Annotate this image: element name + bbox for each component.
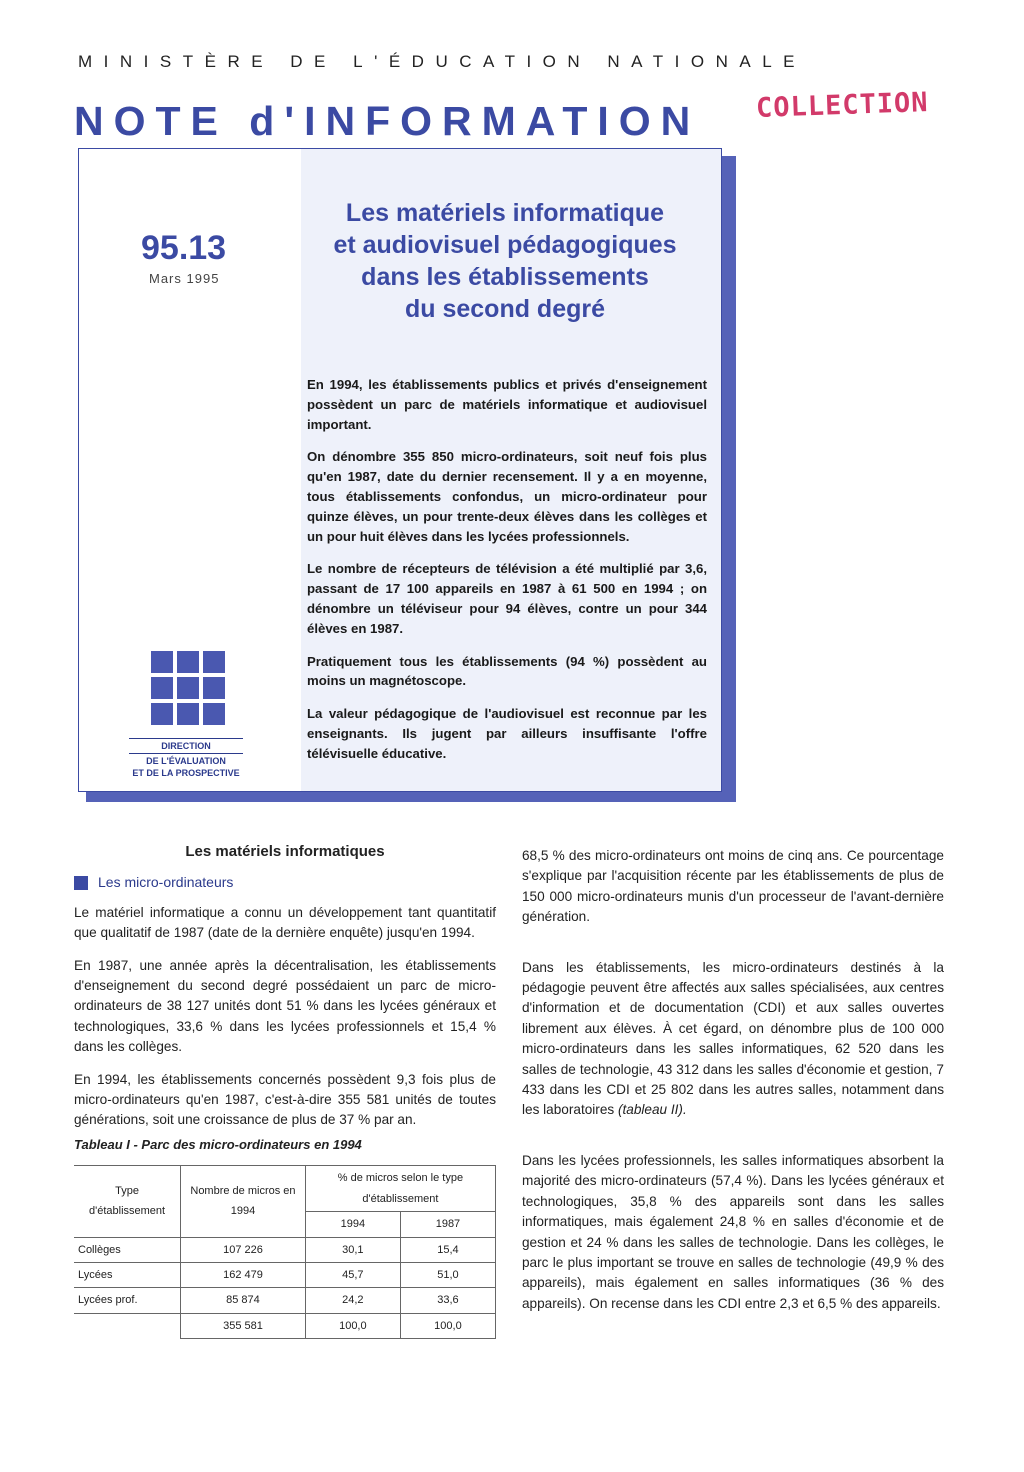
body-paragraph: Dans les lycées professionnels, les salles informatiques absorbent la majorité des micro-ordinateurs (57,4 %). Dans les lycées généraux et technologiques, 35,8 % des appareils sont dans les salles informatiques, mais également 24,8 % en salles d'économie et de gestion et 24 % dans les salles de technologie. Dans les collèges, le parc le plus important se trouve en salles de technologie (49,9 % des appareils), mais également en salles informatiques (36 % des appareils). On recense dans les CDI entre 2,3 et 6,5 % des appareils. xyxy=(522,1152,944,1311)
table-cell: 15,4 xyxy=(400,1237,495,1262)
department-name xyxy=(119,737,253,779)
table-cell: Lycées xyxy=(74,1262,181,1287)
body-paragraph xyxy=(522,958,944,1121)
table-cell: 100,0 xyxy=(400,1313,495,1338)
table-row xyxy=(74,1262,496,1287)
department-line: DIRECTION xyxy=(161,741,211,751)
body-right-column xyxy=(522,846,944,1326)
heading-line: Les matériels informatique xyxy=(345,199,665,227)
table-cell-empty xyxy=(74,1313,181,1338)
table-cell: Collèges xyxy=(74,1237,181,1262)
table-header-year: 1987 xyxy=(400,1212,495,1237)
table-cell: 85 874 xyxy=(181,1288,306,1313)
table-cell: 162 479 xyxy=(181,1262,306,1287)
issue-number: 95.13 xyxy=(141,229,227,267)
table-caption: Tableau I - Parc des micro-ordinateurs en 1994 xyxy=(74,1136,362,1152)
body-paragraph: En 1987, une année après la décentralisation, les établissements d'enseignement du second degré possédaient un parc de micro-ordinateurs de 38 127 unités dont 51 % dans les lycées généraux et technologiques, 33,6 % dans les lycées professionnels et 15,4 % dans les collèges. xyxy=(74,957,496,1055)
summary-paragraph: Le nombre de récepteurs de télévision a été multiplié par 3,6, passant de 17 100 appareils en 1987 à 61 500 en 1994 ; on dénombre un téléviseur pour 94 élèves, contre un pour 344 élèves en 1987. xyxy=(307,561,707,636)
cover-heading xyxy=(299,197,711,325)
table-header-type: Type d'établissement xyxy=(74,1166,181,1237)
paragraph-text: Dans les établissements, les micro-ordinateurs destinés à la pédagogie peuvent être affectés aux salles spécialisées, aux centres d'information et de documentation (CDI) et aux salles ouvertes librement aux élèves. À cet égard, on dénombre plus de 100 000 micro-ordinateurs dans les salles informatiques, 62 520 dans les salles de technologie, 43 312 dans les salles d'économie et gestion, 7 433 dans les CDI et 25 802 dans les autres salles, notamment dans les laboratoires xyxy=(522,959,944,1118)
table-cell: Lycées prof. xyxy=(74,1288,181,1313)
summary-paragraph: Pratiquement tous les établissements (94 %) possèdent au moins un magnétoscope. xyxy=(307,653,707,689)
subsection-title xyxy=(74,872,496,892)
summary-paragraph: La valeur pédagogique de l'audiovisuel est reconnue par les enseignants. Ils jugent par ailleurs insuffisante l'offre télévisuelle éducative. xyxy=(307,706,707,761)
body-paragraph: En 1994, les établissements concernés possèdent 9,3 fois plus de micro-ordinateurs qu'en 1987, c'est-à-dire 355 581 unités de toutes générations, soit une croissance de plus de 37 % par an. xyxy=(74,1071,496,1128)
heading-line: et audiovisuel pédagogiques xyxy=(333,231,677,259)
department-line: DE L'ÉVALUATION xyxy=(146,756,226,766)
table-cell: 51,0 xyxy=(400,1262,495,1287)
table-header-count: Nombre de micros en 1994 xyxy=(181,1166,306,1237)
cover-box xyxy=(78,148,722,792)
table-reference: (tableau II). xyxy=(617,1102,687,1118)
table-cell: 30,1 xyxy=(305,1237,400,1262)
summary-paragraph: En 1994, les établissements publics et privés d'enseignement possèdent un parc de matériels informatique et audiovisuel important. xyxy=(307,377,707,432)
body-paragraph: Le matériel informatique a connu un développement tant quantitatif que qualitatif de 1987 (date de la dernière enquête) jusqu'en 1994. xyxy=(74,904,496,941)
ministry-name: MINISTÈRE DE L'ÉDUCATION NATIONALE xyxy=(78,52,806,71)
heading-line: dans les établissements xyxy=(361,263,649,291)
body-paragraph: 68,5 % des micro-ordinateurs ont moins de cinq ans. Ce pourcentage s'explique par l'acquisition récente par les établissements de plus de 150 000 micro-ordinateurs munis d'un processeur de l'avant-dernière génération. xyxy=(522,848,944,925)
summary-paragraph: On dénombre 355 850 micro-ordinateurs, soit neuf fois plus qu'en 1987, date du dernier recensement. Il y a en moyenne, tous établissements confondus, un micro-ordinateur pour quinze élèves, un pour trente-deux élèves dans les collèges et un pour huit élèves dans les lycées professionnels. xyxy=(307,449,707,544)
publication-title: NOTE d'INFORMATION xyxy=(74,98,701,144)
collection-stamp: COLLECTION xyxy=(755,86,930,125)
table-row xyxy=(74,1237,496,1262)
micro-ordinateurs-table xyxy=(74,1165,496,1339)
subsection-label: Les micro-ordinateurs xyxy=(98,874,234,891)
department-logo-icon xyxy=(151,651,225,723)
table-header-pct: % de micros selon le type d'établissement xyxy=(305,1166,495,1212)
table-cell: 107 226 xyxy=(181,1237,306,1262)
heading-line: du second degré xyxy=(404,295,606,323)
issue-date: Mars 1995 xyxy=(149,271,220,286)
section-title: Les matériels informatiques xyxy=(185,843,385,860)
table-cell: 33,6 xyxy=(400,1288,495,1313)
table-cell: 24,2 xyxy=(305,1288,400,1313)
body-left-column xyxy=(74,842,496,1339)
square-bullet-icon xyxy=(74,876,88,890)
table-total-row xyxy=(74,1313,496,1338)
table-cell: 355 581 xyxy=(181,1313,306,1338)
table-row xyxy=(74,1288,496,1313)
cover-summary xyxy=(307,375,707,777)
department-line: ET DE LA PROSPECTIVE xyxy=(132,768,240,778)
table-cell: 45,7 xyxy=(305,1262,400,1287)
table-cell: 100,0 xyxy=(305,1313,400,1338)
table-header-year: 1994 xyxy=(305,1212,400,1237)
